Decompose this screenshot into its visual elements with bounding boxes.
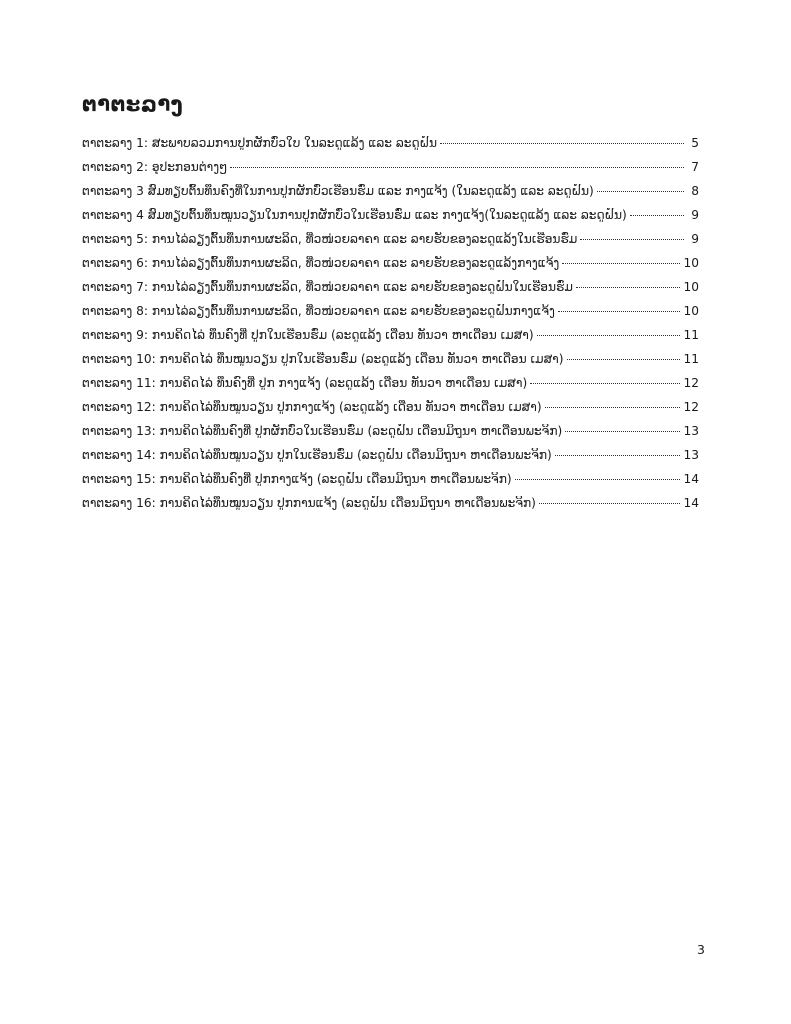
- toc-dot-leader: [565, 431, 680, 432]
- toc-entry-title: ຕາຕະລາງ 7: ການໄລ່ລຽງຕົ້ນທຶນການຜະລິດ, ທີ່ວໜ່ວຍລາຄາ ແລະ ລາຍຮັບຂອງລະດູຝົນໃນເຮືອນຮົ່ມ: [82, 280, 573, 294]
- toc-entry[interactable]: [82, 472, 699, 496]
- toc-dot-leader: [530, 383, 680, 384]
- toc-entry-page: 11: [683, 328, 699, 342]
- toc-entry-page: 14: [683, 472, 699, 486]
- toc-entry-page: 10: [683, 280, 699, 294]
- toc-entry-title: ຕາຕະລາງ 3 ສົມທຽບຕົ້ນທຶນຄົງທີ່ໃນການປູກຜັກບົ່ວເຮືອນຮົ່ມ ແລະ ກາງແຈ້ງ (ໃນລະດູແລ້ງ ແລະ ລະດູຝົນ): [82, 184, 594, 198]
- toc-entry-page: 12: [683, 400, 699, 414]
- toc-entry-title: ຕາຕະລາງ 2: ອຸປະກອນຕ່າງໆ: [82, 160, 228, 174]
- toc-entry[interactable]: [82, 304, 699, 328]
- toc-heading: ຕາຕະລາງ: [82, 92, 184, 116]
- toc-entry-page: 10: [683, 256, 699, 270]
- toc-entry[interactable]: [82, 400, 699, 424]
- toc-dot-leader: [562, 263, 680, 264]
- toc-entry[interactable]: [82, 352, 699, 376]
- toc-entry-title: ຕາຕະລາງ 9: ການຄິດໄລ່ ທຶນຄົງທີ່ ປູກໃນເຮືອນຮົ່ມ (ລະດູແລ້ງ ເດືອນ ທັນວາ ຫາເດືອນ ເມສາ): [82, 328, 534, 342]
- toc-dot-leader: [597, 191, 684, 192]
- toc-entry-page: 9: [691, 208, 699, 222]
- toc-dot-leader: [539, 503, 681, 504]
- toc-entry[interactable]: [82, 448, 699, 472]
- toc-dot-leader: [440, 143, 684, 144]
- toc-entry-page: 13: [683, 424, 699, 438]
- toc-entry-page: 9: [691, 232, 699, 246]
- toc-list: [82, 136, 699, 520]
- toc-dot-leader: [555, 455, 681, 456]
- toc-entry[interactable]: [82, 328, 699, 352]
- toc-dot-leader: [630, 215, 684, 216]
- toc-entry-title: ຕາຕະລາງ 12: ການຄິດໄລ່ທຶນໝູນວຽນ ປູກກາງແຈ້ງ (ລະດູແລ້ງ ເດືອນ ທັນວາ ຫາເດືອນ ເມສາ): [82, 400, 542, 414]
- toc-entry-page: 7: [691, 160, 699, 174]
- toc-entry[interactable]: [82, 496, 699, 520]
- toc-entry-title: ຕາຕະລາງ 1: ສະພາບລວມການປູກຜັກບົ່ວໃບ ໃນລະດູແລ້ງ ແລະ ລະດູຝົນ: [82, 136, 437, 150]
- toc-dot-leader: [537, 335, 681, 336]
- toc-entry[interactable]: [82, 280, 699, 304]
- toc-entry-title: ຕາຕະລາງ 4 ສົມທຽບຕົ້ນທຶນໝູນວຽນໃນການປູກຜັກບົ່ວໃນເຮືອນຮົ່ມ ແລະ ກາງແຈ້ງ(ໃນລະດູແລ້ງ ແລະ ລະດູຝົນ): [82, 208, 627, 222]
- toc-entry-title: ຕາຕະລາງ 16: ການຄິດໄລ່ທຶນໝູນວຽນ ປູກການແຈ້ງ (ລະດູຝົນ ເດືອນມິຖຸນາ ຫາເດືອນພະຈິກ): [82, 496, 536, 510]
- toc-entry-page: 14: [683, 496, 699, 510]
- toc-dot-leader: [515, 479, 681, 480]
- toc-dot-leader: [230, 167, 684, 168]
- toc-entry[interactable]: [82, 136, 699, 160]
- toc-dot-leader: [558, 311, 681, 312]
- toc-entry[interactable]: [82, 160, 699, 184]
- toc-entry-page: 13: [683, 448, 699, 462]
- toc-entry-page: 10: [683, 304, 699, 318]
- toc-entry-page: 12: [683, 376, 699, 390]
- toc-entry[interactable]: [82, 208, 699, 232]
- toc-dot-leader: [576, 287, 681, 288]
- toc-entry-title: ຕາຕະລາງ 10: ການຄິດໄລ່ ທຶນໝູນວຽນ ປູກໃນເຮືອນຮົ່ມ (ລະດູແລ້ງ ເດືອນ ທັນວາ ຫາເດືອນ ເມສາ): [82, 352, 564, 366]
- toc-entry-page: 11: [683, 352, 699, 366]
- toc-entry-title: ຕາຕະລາງ 13: ການຄິດໄລ່ທຶນຄົງທີ່ ປູກຜັກບົ່ວໃນເຮືອນຮົ່ມ (ລະດູຝົນ ເດືອນມິຖຸນາ ຫາເດືອນພະຈິກ): [82, 424, 563, 438]
- toc-entry[interactable]: [82, 232, 699, 256]
- toc-entry-title: ຕາຕະລາງ 11: ການຄິດໄລ່ ທຶນຄົງທີ່ ປູກ ກາງແຈ້ງ (ລະດູແລ້ງ ເດືອນ ທັນວາ ຫາເດືອນ ເມສາ): [82, 376, 528, 390]
- toc-entry-title: ຕາຕະລາງ 6: ການໄລ່ລຽງຕົ້ນທຶນການຜະລິດ, ທີ່ວໜ່ວຍລາຄາ ແລະ ລາຍຮັບຂອງລະດູແລ້ງກາງແຈ້ງ: [82, 256, 560, 270]
- toc-entry-title: ຕາຕະລາງ 14: ການຄິດໄລ່ທຶນໝູນວຽນ ປູກໃນເຮືອນຮົ່ມ (ລະດູຝົນ ເດືອນມິຖຸນາ ຫາເດືອນພະຈິກ): [82, 448, 552, 462]
- toc-dot-leader: [580, 239, 684, 240]
- toc-dot-leader: [545, 407, 681, 408]
- toc-entry[interactable]: [82, 376, 699, 400]
- page-number: 3: [697, 942, 705, 957]
- toc-entry-page: 8: [691, 184, 699, 198]
- toc-entry-title: ຕາຕະລາງ 15: ການຄິດໄລ່ທຶນຄົງທີ່ ປູກກາງແຈ້ງ (ລະດູຝົນ ເດືອນມິຖຸນາ ຫາເດືອນພະຈິກ): [82, 472, 512, 486]
- toc-entry-title: ຕາຕະລາງ 5: ການໄລ່ລຽງຕົ້ນທຶນການຜະລິດ, ທີ່ວໜ່ວຍລາຄາ ແລະ ລາຍຮັບຂອງລະດູແລ້ງໃນເຮືອນຮົ່ມ: [82, 232, 578, 246]
- toc-entry[interactable]: [82, 184, 699, 208]
- toc-entry[interactable]: [82, 424, 699, 448]
- toc-entry-page: 5: [691, 136, 699, 150]
- toc-entry-title: ຕາຕະລາງ 8: ການໄລ່ລຽງຕົ້ນທຶນການຜະລິດ, ທີ່ວໜ່ວຍລາຄາ ແລະ ລາຍຮັບຂອງລະດູຝົນກາງແຈ້ງ: [82, 304, 555, 318]
- toc-entry[interactable]: [82, 256, 699, 280]
- toc-dot-leader: [567, 359, 681, 360]
